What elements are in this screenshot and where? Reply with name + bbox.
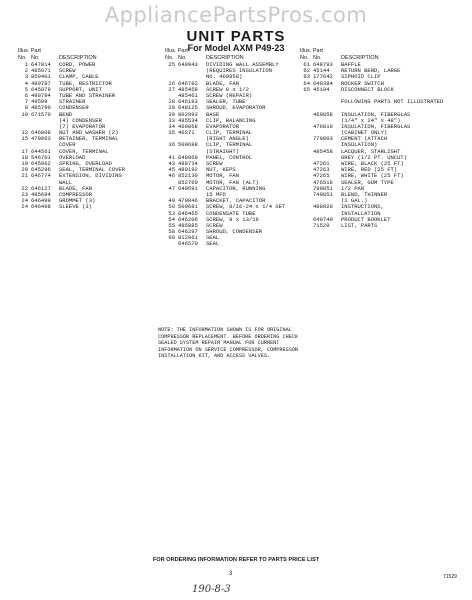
part-description: MOTOR, FAN — [206, 173, 240, 180]
part-description: BEND — [59, 111, 73, 118]
part-number: 645879 — [31, 85, 51, 93]
part-description: SCREW 8 x 1/2 — [206, 86, 249, 93]
part-description: COMPRESSOR — [59, 191, 93, 198]
part-number: 779803 — [313, 135, 333, 143]
part-description: BLADE, FAN — [59, 185, 93, 192]
part-number: 469868 — [178, 122, 198, 130]
illus-number: 60 — [168, 234, 175, 242]
illus-number: 21 — [21, 172, 28, 180]
part-description: SCREW — [206, 222, 223, 229]
part-description: WIRE, BLACK (25 FT) — [341, 161, 404, 167]
illus-number: 30 — [168, 110, 175, 118]
illus-number: 27 — [168, 85, 175, 93]
part-description: INSTRUCTIONS, — [341, 204, 384, 211]
illus-number: 47 — [168, 184, 175, 192]
part-description: CLIP, BALANCING — [206, 117, 256, 124]
illus-number: 64 — [303, 79, 310, 87]
illus-number: 19 — [21, 160, 28, 167]
part-number: 47265 — [313, 172, 330, 180]
part-description: DISCONNECT BLOCK — [341, 86, 394, 93]
part-description: SEAL — [206, 235, 220, 242]
part-description: CLAMP, CABLE — [59, 74, 99, 81]
part-description: SIPHOID CLIP — [341, 74, 381, 81]
handwritten-annotation: 190-8-3 — [192, 584, 231, 595]
header-part: Part — [30, 48, 41, 54]
part-description: SHROUD, EVAPORATOR — [206, 105, 266, 112]
header-partno: No. — [178, 55, 187, 61]
part-description: SCREW — [206, 161, 223, 167]
illus-number: 41 — [168, 153, 175, 161]
page-subtitle: For Model AXM P49-23 — [187, 43, 285, 53]
illus-number: 24 — [21, 203, 28, 211]
part-description: BRACKET, CAPACITOR — [206, 198, 266, 205]
part-description: (1/4" x 24" x 48") — [341, 117, 401, 124]
header-partno: No. — [313, 55, 322, 61]
part-number: 646465 — [178, 209, 198, 217]
part-number: 647814 — [31, 61, 51, 68]
part-number: 645962 — [31, 160, 51, 167]
part-description: CONDENSER — [59, 105, 89, 112]
part-description: SCREW, 8/16-24 x 1/4 SET — [206, 204, 286, 211]
part-description: TUBE, RESTRICTOR — [59, 80, 112, 87]
part-description: RETURN BEND, LARGE — [341, 68, 401, 75]
parts-row — [300, 223, 460, 229]
part-number: 671570 — [31, 110, 51, 118]
illus-number: 33 — [168, 116, 175, 124]
part-description: BASE — [206, 111, 220, 118]
header-illus: Illus. — [300, 48, 312, 54]
part-description: CORD, POWER — [59, 62, 96, 68]
part-description: SEALER, GUM TYPE — [341, 179, 394, 186]
part-number: 45144 — [313, 67, 330, 75]
part-number: 177642 — [313, 73, 333, 81]
part-number: 648969 — [178, 153, 198, 161]
part-description: SUPPORT, UNIT — [59, 86, 102, 93]
part-description: SEAL, TERMINAL COVER — [59, 167, 126, 174]
illus-number: 8 — [24, 104, 28, 112]
part-description: COVER — [59, 142, 76, 149]
part-number: 47261 — [313, 160, 330, 167]
illus-number — [300, 223, 313, 229]
part-number: 485461 — [178, 91, 198, 99]
parts-row — [165, 241, 310, 247]
part-number: 485985 — [178, 221, 198, 229]
part-description: MOTOR, FAN (ALT) — [206, 179, 259, 186]
part-number: 799851 — [313, 184, 333, 192]
part-number: 480794 — [31, 91, 51, 99]
illus-number: 20 — [21, 166, 28, 174]
part-description: NO. 469858) — [206, 74, 243, 81]
part-number: 646183 — [178, 98, 198, 106]
illus-number: 5 — [24, 85, 28, 93]
part-description: CLIP, TERMINAL — [206, 142, 253, 149]
part-description: (7) EVAPORATOR — [59, 123, 106, 130]
part-description: FOLLOWING PARTS NOT ILLUSTRATED — [341, 99, 444, 106]
part-description: STRAINER — [59, 99, 86, 106]
part-number: 640740 — [313, 215, 333, 223]
part-description: BLADE, FAN — [206, 80, 240, 87]
illus-number: 24 — [21, 197, 28, 205]
part-description: SCREW, 8 x 13/16 — [206, 216, 259, 223]
part-description: BLEND, THINNER — [341, 191, 388, 198]
part-description: WIRE, RED (25 FT) — [341, 167, 398, 174]
part-description: NUT AND WASHER (2) — [59, 130, 119, 137]
part-number: 648943 — [178, 61, 198, 68]
part-description: DIVIDING WALL ASSEMBLY — [206, 62, 279, 68]
illus-number: 46 — [168, 172, 175, 180]
part-number: 646206 — [178, 215, 198, 223]
header-part: Part — [312, 48, 323, 54]
part-number: 476810 — [313, 122, 333, 130]
part-description: GREY (1/2 PT. UNCUT) — [341, 154, 408, 161]
part-description: (CABINET ONLY) — [341, 130, 388, 137]
part-number: 489192 — [178, 166, 198, 174]
part-description: (STRAIGHT) — [206, 148, 240, 155]
part-number: 646774 — [31, 172, 51, 180]
column-header-top — [18, 48, 160, 55]
part-description: LIST, PARTS — [341, 222, 378, 229]
part-description: CONDENSATE TUBE — [206, 210, 256, 217]
part-number: 640591 — [178, 184, 198, 192]
part-description: EXTENSION, DIVIDING — [59, 173, 122, 180]
part-description: WALL — [59, 179, 73, 186]
illus-number: 23 — [21, 190, 28, 198]
ordering-footer: FOR ORDERING INFORMATION REFER TO PARTS PRICE LIST — [152, 557, 320, 563]
illus-number: 53 — [168, 209, 175, 217]
header-no: No. — [165, 55, 174, 61]
part-number: 485971 — [31, 67, 51, 75]
part-number: 485458 — [313, 147, 333, 155]
illus-number: 22 — [21, 184, 28, 192]
illus-number: 65 — [303, 85, 310, 93]
part-number: 49599 — [31, 98, 48, 106]
part-description: BAFFLE — [341, 62, 361, 68]
part-description: PRODUCT BOOKLET — [341, 216, 391, 223]
illus-number: 55 — [168, 221, 175, 229]
part-number: 802993 — [178, 110, 198, 118]
part-description: EVAPORATOR — [206, 123, 240, 130]
illus-number: 29 — [168, 104, 175, 112]
header-illus: Illus. — [165, 48, 177, 54]
part-number: 850401 — [31, 73, 51, 81]
part-description: (1 GAL.) — [341, 198, 368, 205]
part-number: 485790 — [31, 104, 51, 112]
illus-number: 34 — [168, 122, 175, 130]
part-description: SLEEVE (3) — [59, 204, 93, 211]
part-description: INSULATION, FIBERGLAS — [341, 123, 411, 130]
part-number: 546701 — [31, 153, 51, 161]
part-description: RETAINER, TERMINAL — [59, 136, 119, 143]
illus-number — [165, 241, 178, 247]
header-description: DESCRIPTION — [59, 55, 97, 61]
header-part: Part — [177, 48, 188, 54]
watermark: AppliancePartsPros.com — [104, 3, 368, 27]
part-number: 485534 — [178, 116, 198, 124]
page-number: 3 — [229, 571, 233, 577]
part-number: 852760 — [178, 178, 198, 186]
part-number: 646782 — [178, 79, 198, 87]
part-description: OVERLOAD — [59, 154, 86, 161]
part-number: 485694 — [31, 190, 51, 198]
illus-number: 3 — [24, 73, 28, 81]
part-description: SEAL — [206, 241, 220, 248]
illus-number: 1 — [24, 61, 28, 68]
illus-number: 63 — [303, 73, 310, 81]
part-description: (RIGHT ANGLE) — [206, 136, 249, 143]
part-description: INSTALLATION — [341, 210, 381, 217]
illus-number: 2 — [24, 67, 28, 75]
part-description: LACQUER, STARLIGHT — [341, 148, 401, 155]
illus-number: 7 — [24, 98, 28, 106]
part-description: SPRING, OVERLOAD — [59, 161, 112, 167]
part-number: 646499 — [31, 197, 51, 205]
part-number: 469858 — [313, 110, 333, 118]
illus-number: 10 — [21, 110, 28, 118]
illus-number: 50 — [168, 203, 175, 211]
part-number: 649384 — [313, 79, 333, 87]
part-description: COVER, TERMINAL — [59, 148, 109, 155]
page-title: UNIT PARTS — [186, 28, 286, 45]
part-number: 648125 — [178, 104, 198, 112]
illus-number: 28 — [168, 98, 175, 106]
illus-number: 49 — [168, 197, 175, 205]
illus-number: 6 — [24, 91, 28, 99]
parts-column-2 — [165, 48, 310, 248]
illus-number: 45 — [168, 166, 175, 174]
illus-number: 26 — [168, 79, 175, 87]
illus-number: 15 — [21, 135, 28, 143]
illus-number: 43 — [168, 160, 175, 167]
document-code: 71529 — [443, 574, 457, 580]
part-description: PANEL, CONTROL — [206, 154, 253, 161]
header-partno: No. — [31, 55, 40, 61]
header-no: No. — [300, 55, 309, 61]
part-description: GROMMET (3) — [59, 198, 96, 205]
header-description: DESCRIPTION — [206, 55, 244, 61]
part-number: 509681 — [178, 203, 198, 211]
part-number: 646808 — [31, 129, 51, 137]
column-header-top — [165, 48, 310, 55]
illus-number: 25 — [168, 61, 175, 68]
illus-number: 35 — [168, 129, 175, 137]
column-header-top — [300, 48, 460, 55]
part-number: 646297 — [178, 228, 198, 236]
illus-number: 54 — [168, 215, 175, 223]
part-number: 648793 — [313, 61, 333, 68]
illus-number: 61 — [303, 61, 310, 68]
header-description: DESCRIPTION — [341, 55, 379, 61]
part-number: 45194 — [313, 85, 330, 93]
part-description: CLIP, TERMINAL — [206, 130, 253, 137]
part-description: INSULATION, FIBERGLAS — [341, 111, 411, 118]
part-description: 1/2 PAN — [341, 185, 365, 192]
part-number: 71529 — [313, 221, 330, 229]
part-description: (REQUIRES INSULATION — [206, 68, 273, 75]
parts-column-3 — [300, 48, 460, 229]
part-number: 646570 — [178, 240, 198, 248]
part-number: 646498 — [31, 203, 51, 211]
part-description: WIRE, WHITE (25 FT) — [341, 173, 404, 180]
compressor-note: NOTE: THE INFORMATION SHOWN IS FOR ORIGINAL COMPRESSOR REPLACEMENT. BEFORE ORDERING CHECK SEALED SYSTEM REPAIR MANUAL FOR CURRENT INFORMATION ON SERVICE COMPRESSOR, COMPRESSOR INSTALLATION KIT, AND ACCESS VALVES. — [158, 327, 299, 360]
part-number: 812061 — [178, 234, 198, 242]
part-number: 644561 — [31, 147, 51, 155]
part-number: 46271 — [178, 129, 195, 137]
part-description: TUBE AND STRAINER — [59, 92, 116, 99]
parts-row — [18, 204, 160, 210]
part-number: 47263 — [313, 166, 330, 174]
part-description: CAPACITOR, RUNNING — [206, 185, 266, 192]
part-number: 509688 — [178, 141, 198, 149]
part-description: ROCKER SWITCH — [341, 80, 384, 87]
part-description: 15 MFD — [206, 191, 226, 198]
illus-number: 62 — [303, 67, 310, 75]
part-number: 645296 — [31, 166, 51, 174]
part-number: 488734 — [178, 160, 198, 167]
parts-column-1 — [18, 48, 160, 211]
part-description: INSULATION) — [341, 142, 378, 149]
part-number: 479063 — [31, 135, 51, 143]
part-number: 485459 — [178, 85, 198, 93]
part-description: SCREW (REPAIR) — [206, 92, 253, 99]
part-number: 852130 — [178, 172, 198, 180]
part-number: 476518 — [313, 178, 333, 186]
illus-number: 18 — [21, 153, 28, 161]
illus-number: 12 — [21, 129, 28, 137]
part-description: (4) CONDENSER — [59, 117, 102, 124]
part-number: 646127 — [31, 184, 51, 192]
part-number: 480797 — [31, 79, 51, 87]
part-number: 479846 — [178, 197, 198, 205]
part-description: CEMENT (ATTACH — [341, 136, 388, 143]
part-number: 488920 — [313, 203, 333, 211]
header-no: No. — [18, 55, 27, 61]
part-number: 749851 — [313, 190, 333, 198]
part-description: SHROUD, CONDENSER — [206, 229, 263, 236]
illus-number: 58 — [168, 228, 175, 236]
illus-number: 4 — [24, 79, 28, 87]
part-description: SEALER, TUBE — [206, 99, 246, 106]
header-illus: Illus. — [18, 48, 30, 54]
part-description: NUT, KEPS — [206, 167, 236, 174]
illus-number: 36 — [168, 141, 175, 149]
illus-number: 17 — [21, 147, 28, 155]
part-description: SCREW — [59, 68, 76, 75]
